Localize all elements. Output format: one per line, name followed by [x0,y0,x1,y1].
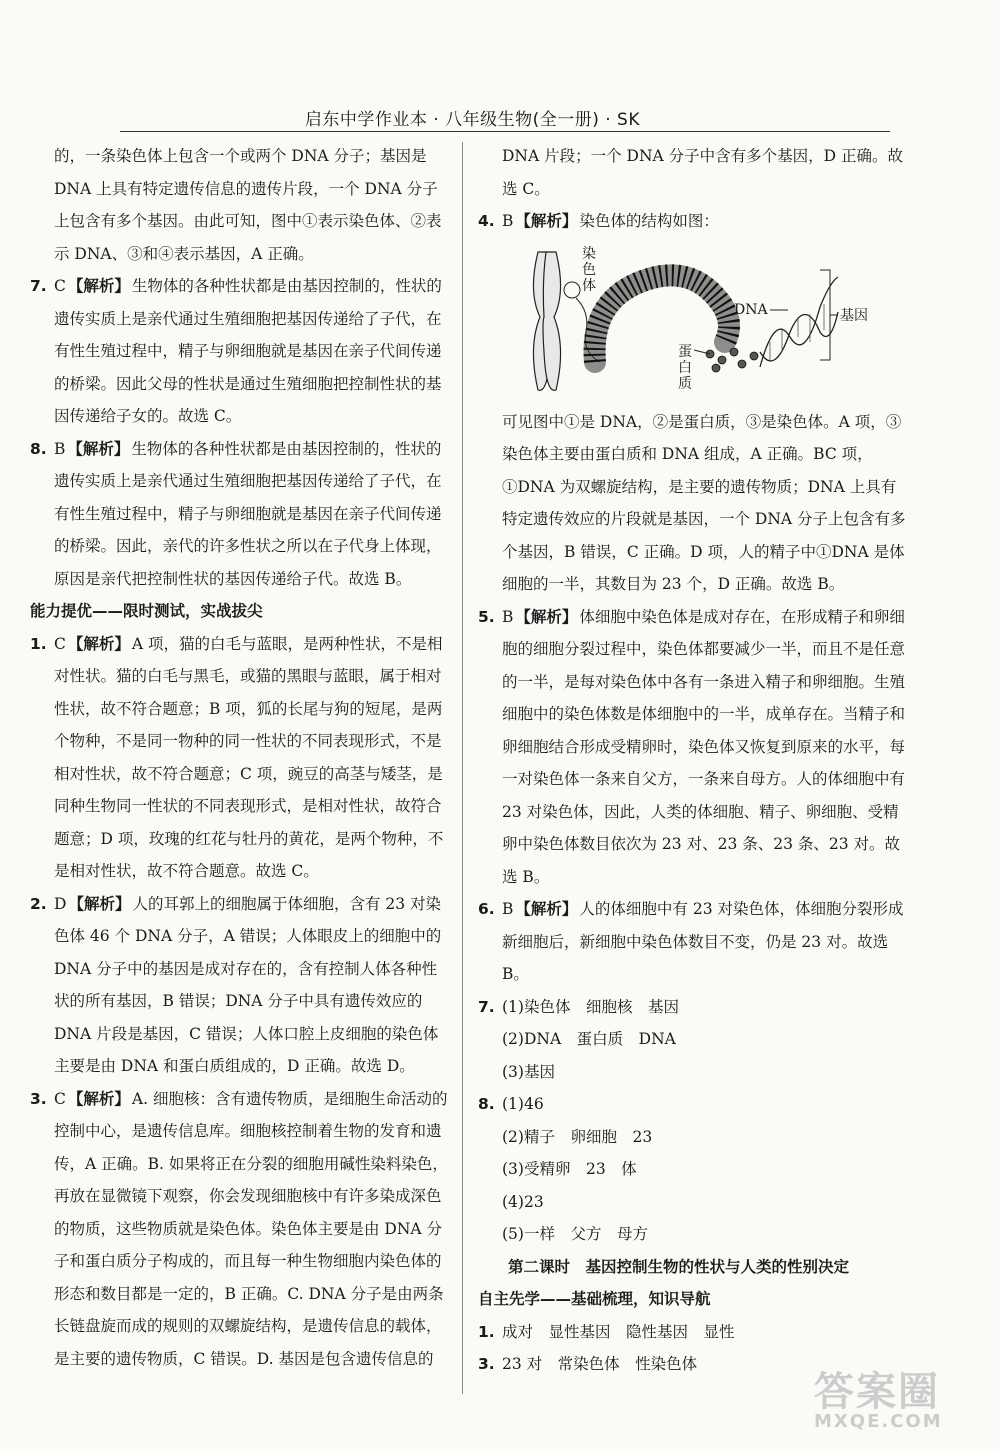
answer-letter: C [54,1089,66,1108]
column-divider [462,142,463,1394]
answer-item [30,628,450,888]
label-dna: DNA [734,301,768,318]
item-number: 7. [30,277,47,295]
answer-item [478,601,908,894]
page-header [120,101,890,132]
answer-letter: B [502,900,514,918]
answer-item [30,1083,450,1376]
analysis-tag: 【解析】 [67,277,130,295]
watermark-logo-text: 答案圈 [814,1369,940,1415]
item-number: 8. [30,439,47,458]
right-column [478,140,908,1381]
analysis-text: 可见图中①是 DNA，②是蛋白质，③是染色体。A 项，③染色体主要由蛋白质和 DNA 组成，A 正确。BC 项，①DNA 为双螺旋结构，是主要的遗传物质；DNA 上具有特定遗传效应的片段就是基因，一个 DNA 分子上包含有多个基因，B 错误，C 正确。D 项，人的精子中①DNA 是体细胞的一半，其数目为 23 个，D 正确。故选 B。 [502,412,906,593]
analysis-text: 生物体的各种性状都是由基因控制的，性状的遗传实质上是亲代通过生殖细胞把基因传递给了子代，在有性生殖过程中，精子与卵细胞就是基因在亲子代间传递的桥梁。因此，亲代的许多性状之所以在子代身上体现，原因是亲代把控制性状的基因传递给子代。故选 B。 [54,439,442,588]
item-number: 6. [478,900,495,918]
answer-line: 23 对 常染色体 性染色体 [502,1355,698,1373]
answer-line: (1)46 [502,1095,544,1113]
analysis-tag: 【解析】 [67,439,130,458]
section-heading: 自主先学——基础梳理，知识导航 [478,1290,711,1308]
answer-letter: B [502,607,514,626]
answer-line: (1)染色体 细胞核 基因 [502,997,679,1016]
analysis-text: 体细胞中染色体是成对存在，在形成精子和卵细胞的细胞分裂过程中，染色体都要减少一半，而且不是任意的一半，是每对染色体中各有一条进入精子和卵细胞。生殖细胞中的染色体数是体细胞中的一半，成单存在。当精子和卵细胞结合形成受精卵时，染色体又恢复到原来的水平，每一对染色体一条来自父方，一条来自母方。人的体细胞中有 23 对染色体，因此，人类的体细胞、精子、卵细胞、受精卵中染色体数目依次为 23 对、23 条、23 条、23 对。故选 B。 [502,607,906,886]
answer-letter: B [54,439,66,458]
label-gene: 基因 [840,307,868,324]
analysis-text: A. 细胞核：含有遗传物质，是细胞生命活动的控制中心，是遗传信息库。细胞核控制着生物的发育和遗传，A 正确。B. 如果将正在分裂的细胞用碱性染料染色，再放在显微镜下观察，你会发现细胞核中有许多染成深色的物质，这些物质就是染色体。染色体主要是由 DNA 分子和蛋白质分子构成的，而且每一种生物细胞内染色体的形态和数目都是一定的，B 正确。C. DNA 分子是由两条长链盘旋而成的规则的双螺旋结构，是遗传信息的载体，是主要的遗传物质，C 错误。D. 基因是包含遗传信息的 [54,1089,448,1368]
answer-item [478,205,908,238]
analysis-text: 人的耳郭上的细胞属于体细胞，含有 23 对染色体 46 个 DNA 分子，A 错误；人体眼皮上的细胞中的 DNA 分子中的基因是成对存在的，含有控制人体各种性状的所有基因，B 错误；DNA 分子中具有遗传效应的 DNA 片段是基因，C 错误；人体口腔上皮细胞的染色体主要是由 DNA 和蛋白质组成的，D 正确。故选 D。 [54,894,442,1075]
answer-line: (3)基因 [502,1062,555,1081]
gene-bracket [820,270,830,360]
item-number: 1. [478,1322,495,1341]
chromosome-structure-figure [520,242,868,402]
analysis-tag: 【解析】 [515,607,578,626]
answer-line: (5)一样 父方 母方 [502,1225,648,1243]
answer-letter: C [54,277,66,295]
analysis-tag: 【解析】 [515,900,578,918]
analysis-tag: 【解析】 [67,634,130,653]
site-watermark [814,1360,984,1440]
item-number: 8. [478,1095,495,1113]
item-number: 3. [478,1355,495,1373]
analysis-tag: 【解析】 [515,212,578,230]
answer-letter: B [502,212,514,230]
analysis-tag: 【解析】 [68,894,131,913]
left-column [30,140,450,1375]
label-chromosome: 染色体 [582,245,596,294]
analysis-tag: 【解析】 [67,1089,130,1108]
answer-letter: C [54,634,66,653]
dna-strand-a [760,277,838,367]
item-number: 5. [478,607,495,626]
answer-line: 成对 显性基因 隐性基因 显性 [502,1322,735,1341]
answer-line: (2)精子 卵细胞 23 [502,1127,653,1146]
analysis-text: 染色体的结构如图： [579,212,719,230]
analysis-text: 生物体的各种性状都是由基因控制的，性状的遗传实质上是亲代通过生殖细胞把基因传递给了子代，在有性生殖过程中，精子与卵细胞就是基因在亲子代间传递的桥梁。因此父母的性状是通过生殖细胞把控制性状的基因传递给子女的。故选 C。 [54,277,442,425]
section-heading: 能力提优——限时测试，实战拔尖 [30,602,263,620]
item-number: 3. [30,1089,47,1108]
answer-item [30,433,450,596]
answer-item [478,1316,908,1349]
answer-line: (2)DNA 蛋白质 DNA [502,1030,676,1048]
lesson-title: 第二课时 基因控制生物的性状与人类的性别决定 [508,1257,850,1276]
dna-base-pairs [770,304,824,360]
answer-line: (3)受精卵 23 体 [502,1160,637,1178]
answer-item [478,893,908,991]
item-number: 7. [478,997,495,1016]
chromosome-callout-circle [564,282,580,298]
answer-letter: D [54,894,67,913]
watermark-site-text: MXQE.COM [814,1411,943,1432]
chromatid-right [543,252,561,390]
nucleosome-beads [706,348,758,372]
label-protein: 蛋白质 [678,343,692,392]
answer-line: (4)23 [502,1192,544,1211]
answer-item [478,1088,908,1121]
item-number: 2. [30,894,47,913]
item-number: 4. [478,212,495,230]
continued-text: DNA 片段；一个 DNA 分子中含有多个基因，D 正确。故选 C。 [502,147,904,198]
answer-item [478,991,908,1024]
answer-item [30,270,450,433]
header-title: 启东中学作业本 · 八年级生物(全一册) · SK [304,110,640,130]
analysis-text: 人的体细胞中有 23 对染色体，体细胞分裂形成新细胞后，新细胞中染色体数目不变，仍是 23 对。故选 B。 [502,900,904,983]
item-number: 1. [30,634,47,653]
analysis-text: A 项，猫的白毛与蓝眼，是两种性状，不是相对性状。猫的白毛与黑毛，或猫的黑眼与蓝眼，属于相对性状，故不符合题意；B 项，狐的长尾与狗的短尾，是两个物种，不是同一物种的同一性状的不同表现形式，不是相对性状，故不符合题意；C 项，豌豆的高茎与矮茎，是同种生物同一性状的不同表现形式，是相对性状，故符合题意；D 项，玫瑰的红花与牡丹的黄花，是两个物种，不是相对性状，故不符合题意。故选 C。 [54,634,444,880]
continued-text: 的，一条染色体上包含一个或两个 DNA 分子；基因是 DNA 上具有特定遗传信息的遗传片段，一个 DNA 分子上包含有多个基因。由此可知，图中①表示染色体、②表示 DNA、③和④表示基因，A 正确。 [54,147,442,263]
answer-item [30,888,450,1083]
chromatin-coil [595,275,729,362]
